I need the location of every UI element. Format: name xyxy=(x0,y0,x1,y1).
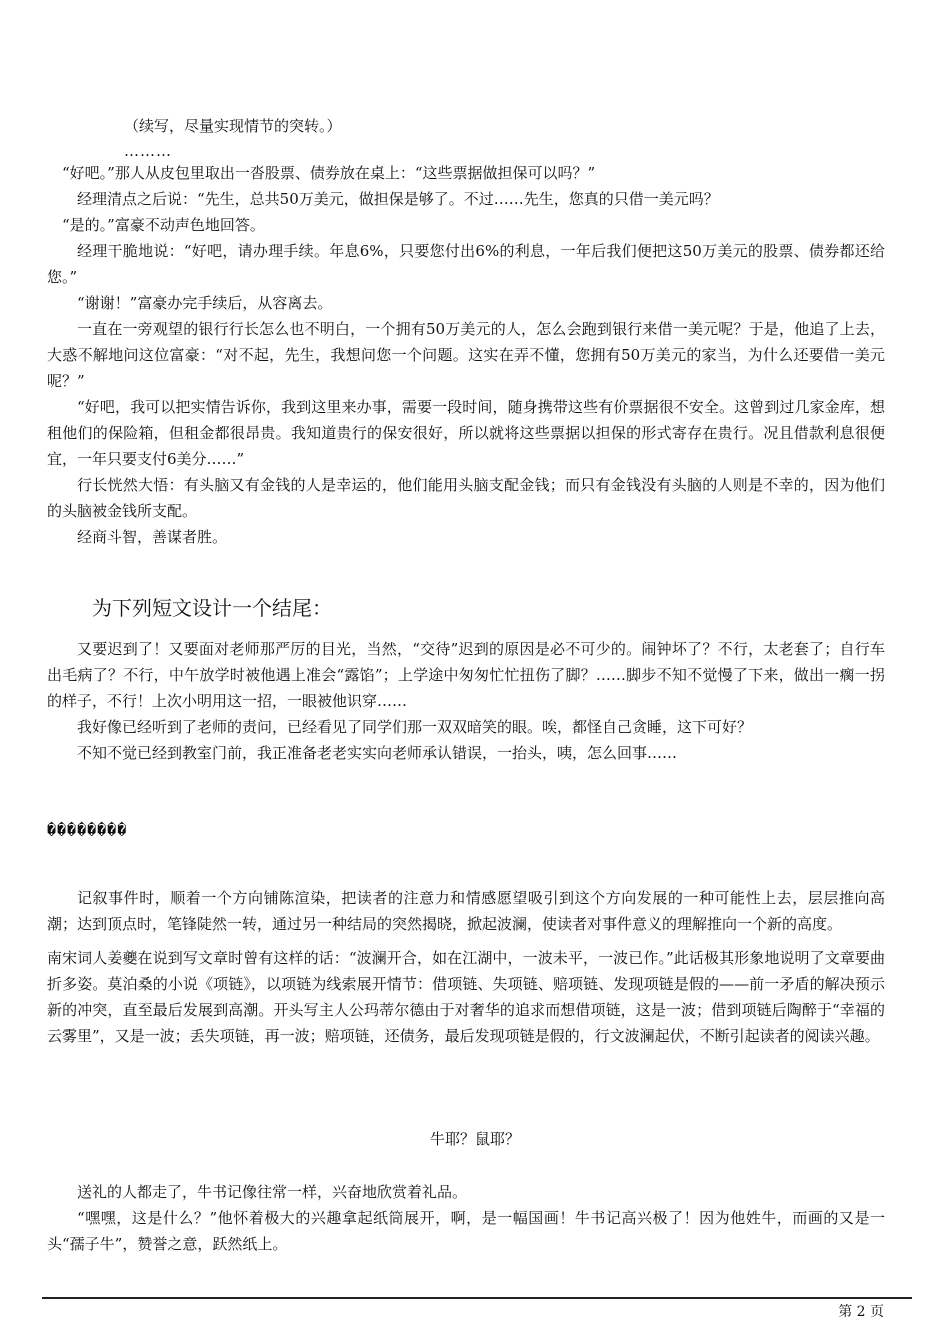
footer-divider xyxy=(42,1297,912,1299)
paragraph: 又要迟到了！又要面对老师那严厉的目光，当然，“交待”迟到的原因是必不可少的。闹钟坏了？不行，太老套了；自行车出毛病了？不行，中午放学时被他遇上准会“露馅”；上学途中匆匆忙忙扭伤了脚？……脚步不知不觉慢了下来，做出一瘸一拐的样子，不行！上次小明用这一招，一眼被他识穿…… xyxy=(47,640,885,710)
paragraph: 一直在一旁观望的银行行长怎么也不明白，一个拥有50万美元的人，怎么会跑到银行来借一美元呢？于是，他追了上去，大惑不解地问这位富豪：“对不起，先生，我想问您一个问题。这实在弄不懂，您拥有50万美元的家当，为什么还要借一美元呢？” xyxy=(47,320,885,390)
ellipsis-dots: ……… xyxy=(124,142,172,160)
section-heading: 为下列短文设计一个结尾： xyxy=(92,596,332,620)
paragraph: 行长恍然大悟：有头脑又有金钱的人是幸运的，他们能用头脑支配金钱；而只有金钱没有头脑的人则是不幸的，因为他们的头脑被金钱所支配。 xyxy=(47,476,885,520)
paragraph: 南宋词人姜夔在说到写文章时曾有这样的话：“波澜开合，如在江湖中，一波未平，一波已作。”此话极其形象地说明了文章要曲折多姿。莫泊桑的小说《项链》，以项链为线索展开情节：借项链、失项链、赔项链、发现项链是假的——前一矛盾的解决预示新的冲突，直至最后发展到高潮。开头写主人公玛蒂尔德由于对奢华的追求而想借项链，这是一波；借到项链后陶醉于“幸福的云雾里”，又是一波；丢失项链，再一波；赔项链，还债务，最后发现项链是假的，行文波澜起伏，不断引起读者的阅读兴趣。 xyxy=(47,949,885,1045)
paragraph: 送礼的人都走了，牛书记像往常一样，兴奋地欣赏着礼品。 xyxy=(77,1183,468,1201)
story-continuation xyxy=(47,160,885,550)
garbled-heading: �������� xyxy=(47,821,128,839)
paragraph: “谢谢！”富豪办完手续后，从容离去。 xyxy=(77,294,333,312)
paragraph: “是的。”富豪不动声色地回答。 xyxy=(62,216,265,234)
ending-exercise xyxy=(47,636,885,766)
story-title: 牛耶？鼠耶？ xyxy=(429,1130,520,1148)
paragraph: 记叙事件时，顺着一个方向铺陈渲染，把读者的注意力和情感愿望吸引到这个方向发展的一种可能性上去，层层推向高潮；达到顶点时，笔锋陡然一转，通过另一种结局的突然揭晓，掀起波澜，使读者对事件意义的理解推向一个新的高度。 xyxy=(47,889,885,933)
technique-explanation xyxy=(47,885,885,1049)
paragraph: “好吧，我可以把实情告诉你，我到这里来办事，需要一段时间，随身携带这些有价票据很不安全。这曾到过几家金库，想租他们的保险箱，但租金都很昂贵。我知道贵行的保安很好，所以就将这些票据以担保的形式寄存在贵行。况且借款利息很便宜，一年只要支付6美分……” xyxy=(47,398,885,468)
story-body xyxy=(47,1179,885,1257)
paragraph: 经商斗智，善谋者胜。 xyxy=(77,528,228,546)
paragraph: “好吧。”那人从皮包里取出一沓股票、债券放在桌上：“这些票据做担保可以吗？” xyxy=(62,164,596,182)
continuation-hint: （续写，尽量实现情节的突转。） xyxy=(124,117,342,135)
page-number: 第 2 页 xyxy=(838,1304,884,1320)
paragraph: 经理清点之后说：“先生，总共50万美元，做担保是够了。不过……先生，您真的只借一美元吗？ xyxy=(77,190,719,208)
paragraph: “嘿嘿，这是什么？”他怀着极大的兴趣拿起纸筒展开，啊，是一幅国画！牛书记高兴极了！因为他姓牛，而画的又是一头“孺子牛”，赞誉之意，跃然纸上。 xyxy=(47,1209,885,1253)
paragraph: 经理干脆地说：“好吧，请办理手续。年息6%，只要您付出6%的利息，一年后我们便把这50万美元的股票、债券都还给您。” xyxy=(47,242,885,286)
paragraph: 不知不觉已经到教室门前，我正准备老老实实向老师承认错误，一抬头，咦，怎么回事…… xyxy=(77,744,678,762)
paragraph: 我好像已经听到了老师的责问，已经看见了同学们那一双双暗笑的眼。唉，都怪自己贪睡，这下可好？ xyxy=(77,718,753,736)
